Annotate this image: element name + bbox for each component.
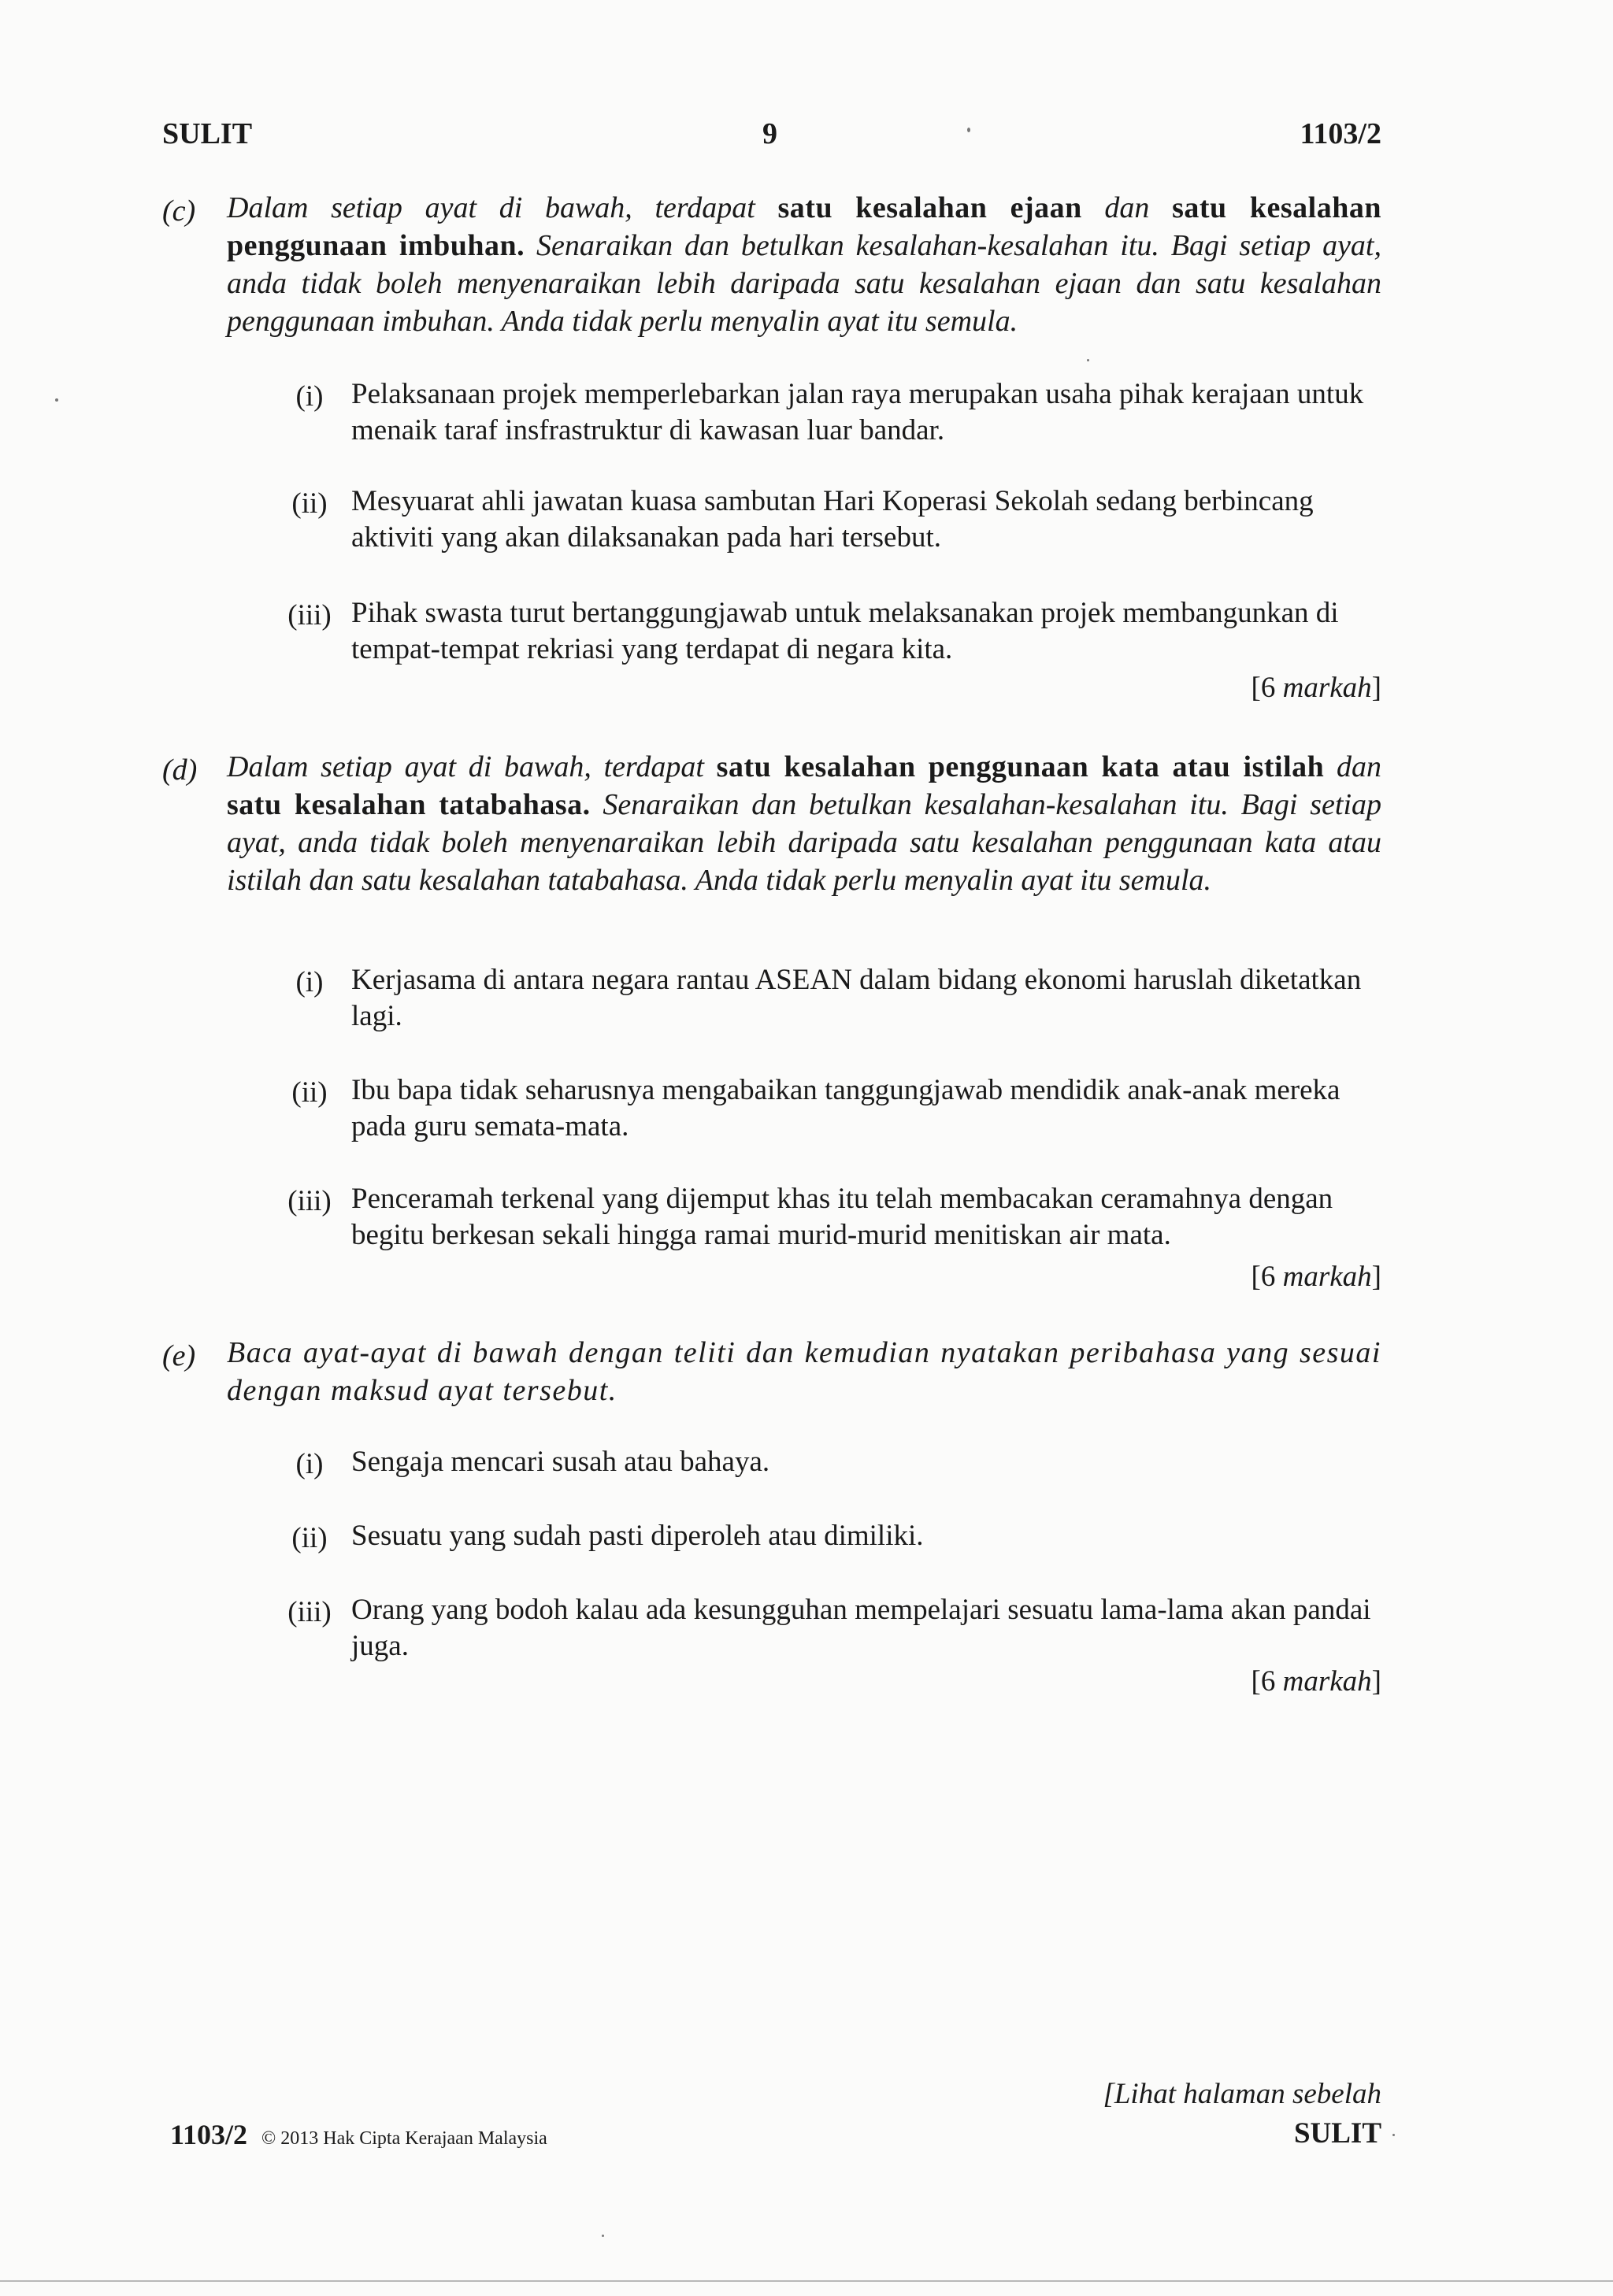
section-c-item-2-text: Mesyuarat ahli jawatan kuasa sambutan Hari Koperasi Sekolah sedang berbincang aktiviti yang akan dilaksanakan pada hari tersebut.	[351, 485, 1314, 554]
section-c-label: (c)	[162, 194, 196, 228]
section-c-instructions	[227, 189, 1381, 340]
header-classification: SULIT	[162, 117, 253, 150]
section-d-instr-bold2: satu kesalahan tatabahasa.	[227, 788, 591, 821]
section-d-item-2-number: (ii)	[291, 1076, 328, 1109]
section-d-instr-part1: Dalam setiap ayat di bawah, terdapat	[227, 750, 717, 783]
section-e-label: (e)	[162, 1339, 196, 1372]
section-d-instr-bold1: satu kesalahan penggunaan kata atau istilah	[716, 750, 1325, 783]
section-d-marks-word: markah	[1282, 1261, 1372, 1293]
section-c-item-2-number: (ii)	[291, 487, 328, 520]
paper-code: 1103/2	[1300, 117, 1381, 150]
footer-left	[170, 2118, 547, 2151]
section-e-instructions: Baca ayat-ayat di bawah dengan teliti dan kemudian nyatakan peribahasa yang sesuai dengan maksud ayat tersebut.	[227, 1336, 1381, 1407]
section-e-marks-num: [6	[1251, 1665, 1283, 1698]
section-d-marks	[1251, 1260, 1381, 1294]
section-e-item-1-number: (i)	[295, 1448, 324, 1480]
section-d-item-1-number: (i)	[295, 966, 324, 998]
footer-copyright: © 2013 Hak Cipta Kerajaan Malaysia	[261, 2128, 547, 2149]
section-c-item-3-text: Pihak swasta turut bertanggungjawab untuk melaksanakan projek membangunkan di tempat-tempat rekriasi yang terdapat di negara kita.	[351, 597, 1339, 665]
section-d-instr-part2: dan	[1324, 750, 1381, 783]
section-c-instr-part3: Senaraikan dan betulkan kesalahan-kesalahan itu. Bagi setiap ayat, anda tidak boleh menyenaraikan lebih daripada satu kesalahan ejaan dan satu kesalahan penggunaan imbuhan. Anda tidak perlu menyalin ayat itu semula.	[227, 229, 1381, 338]
section-c-marks-end: ]	[1371, 672, 1381, 704]
section-c-marks-num: [6	[1251, 672, 1283, 704]
footer-classification: SULIT	[1293, 2117, 1381, 2150]
section-d-instructions	[227, 748, 1381, 899]
section-c-item-1-text: Pelaksanaan projek memperlebarkan jalan raya merupakan usaha pihak kerajaan untuk menaik taraf insfrastruktur di kawasan luar bandar.	[351, 378, 1364, 446]
section-e-item-3-text: Orang yang bodoh kalau ada kesungguhan mempelajari sesuatu lama-lama akan pandai juga.	[351, 1594, 1371, 1662]
section-d-label: (d)	[162, 754, 198, 787]
scan-speck	[1392, 2134, 1395, 2136]
section-c-item-1-number: (i)	[295, 380, 324, 413]
section-c-instr-bold2: satu kesalahan penggunaan imbuhan.	[227, 191, 1381, 262]
scan-speck	[967, 128, 970, 132]
section-c-marks	[1251, 671, 1381, 705]
section-e-item-2-text: Sesuatu yang sudah pasti diperoleh atau dimiliki.	[351, 1520, 924, 1552]
section-c-marks-word: markah	[1282, 672, 1372, 704]
section-d-item-2-text: Ibu bapa tidak seharusnya mengabaikan tanggungjawab mendidik anak-anak mereka pada guru semata-mata.	[351, 1074, 1340, 1142]
scan-speck	[602, 2235, 604, 2237]
section-d-item-3-text: Penceramah terkenal yang dijemput khas itu telah membacakan ceramahnya dengan begitu berkesan sekali hingga ramai murid-murid menitiskan air mata.	[351, 1183, 1333, 1251]
section-e-marks-end: ]	[1371, 1665, 1381, 1698]
section-c-item-3-number: (iii)	[287, 599, 332, 631]
page-number: 9	[762, 117, 777, 150]
section-d-marks-end: ]	[1371, 1261, 1381, 1293]
section-e-item-3-number: (iii)	[287, 1596, 332, 1628]
section-e-marks-word: markah	[1282, 1665, 1372, 1698]
footer-paper-code: 1103/2	[170, 2119, 248, 2150]
section-d-instr-part3: Senaraikan dan betulkan kesalahan-kesalahan itu. Bagi setiap ayat, anda tidak boleh menyenaraikan lebih daripada satu kesalahan penggunaan kata atau istilah dan satu kesalahan tatabahasa. Anda tidak perlu menyalin ayat itu semula.	[227, 788, 1381, 897]
section-d-item-1-text: Kerjasama di antara negara rantau ASEAN dalam bidang ekonomi haruslah diketatkan lagi.	[351, 964, 1362, 1032]
section-c-instr-part2: dan	[1081, 191, 1173, 224]
scan-edge-line	[0, 2280, 1613, 2282]
section-e-item-1-text: Sengaja mencari susah atau bahaya.	[351, 1446, 770, 1478]
section-e-marks	[1251, 1665, 1381, 1698]
scan-speck	[1087, 359, 1089, 361]
footer-next-page: [Lihat halaman sebelah	[1103, 2078, 1381, 2110]
section-c-instr-part1: Dalam setiap ayat di bawah, terdapat	[227, 191, 778, 224]
section-c-instr-bold1: satu kesalahan ejaan	[777, 191, 1082, 224]
section-d-marks-num: [6	[1251, 1261, 1283, 1293]
scan-speck	[55, 398, 58, 402]
section-d-item-3-number: (iii)	[287, 1185, 332, 1217]
section-e-item-2-number: (ii)	[291, 1522, 328, 1554]
